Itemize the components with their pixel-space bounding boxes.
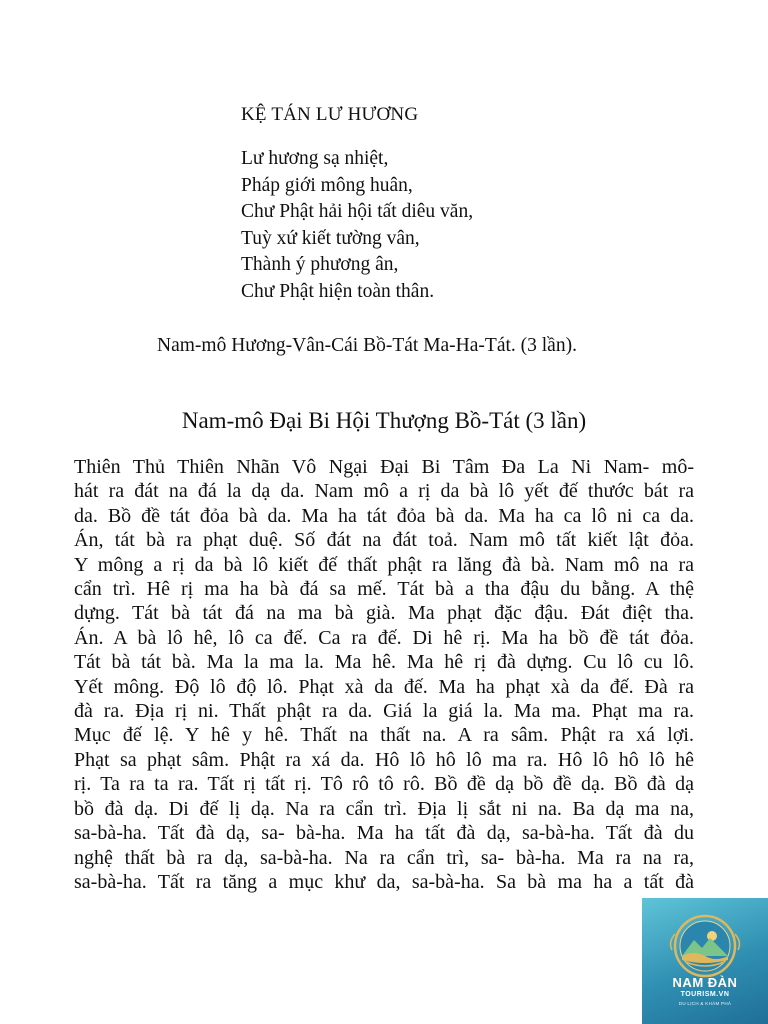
section-title: KỆ TÁN LƯ HƯƠNG bbox=[241, 104, 419, 125]
mantra-line: dựng. Tát bà tát đá na ma bà già. Ma phạt đặc đậu. Đát điệt tha. bbox=[74, 602, 694, 625]
mantra-heading: Nam-mô Đại Bi Hội Thượng Bồ-Tát (3 lần) bbox=[181, 408, 587, 433]
poem-line: Tuỳ xứ kiết tường vân, bbox=[241, 227, 420, 249]
poem-line: Chư Phật hải hội tất diêu văn, bbox=[241, 201, 474, 222]
watermark-domain: TOURISM.VN bbox=[680, 991, 730, 998]
invocation-line: Nam-mô Hương-Vân-Cái Bồ-Tát Ma-Ha-Tát. (3 lần). bbox=[157, 335, 577, 356]
poem-line: Lư hương sạ nhiệt, bbox=[241, 148, 389, 169]
poem-line: Chư Phật hiện toàn thân. bbox=[241, 280, 435, 302]
watermark-tagline: DU LỊCH & KHÁM PHÁ bbox=[678, 1001, 732, 1006]
poem-line: Pháp giới mông huân, bbox=[241, 174, 413, 196]
mantra-line: Tát bà tát bà. Ma la ma la. Ma hê. Ma hê rị đà dựng. Cu lô cu lô. bbox=[74, 651, 694, 674]
mantra-line: Y mông a rị da bà lô kiết đế thất phật ra lăng đà bà. Nam mô na ra bbox=[74, 553, 694, 576]
mantra-line: Yết mông. Độ lô độ lô. Phạt xà da đế. Ma ha phạt xà da đế. Đà ra bbox=[74, 675, 694, 698]
mantra-line: sa-bà-ha. Tất ra tăng a mục khư da, sa-bà-ha. Sa bà ma ha a tất đà bbox=[74, 870, 694, 893]
mantra-line: đà ra. Địa rị ni. Thất phật ra da. Giá la giá la. Ma ma. Phạt ma ra. bbox=[74, 700, 694, 723]
mantra-line: nghệ thất bà ra dạ, sa-bà-ha. Na ra cẩn trì, sa- bà-ha. Ma ra na ra, bbox=[74, 846, 694, 869]
mantra-line: Án. A bà lô hê, lô ca đế. Ca ra đế. Di hê rị. Ma ha bồ đề tát đỏa. bbox=[74, 626, 694, 649]
mantra-line: rị. Ta ra ta ra. Tất rị tất rị. Tô rô tô rô. Bồ đề dạ bồ đề dạ. Bồ đà dạ bbox=[74, 773, 694, 796]
mantra-line: sa-bà-ha. Tất đà dạ, sa- bà-ha. Ma ha tất đà dạ, sa-bà-ha. Tất đà du bbox=[74, 822, 694, 845]
mantra-paragraph bbox=[74, 455, 694, 894]
poem-line: Thành ý phương ân, bbox=[241, 254, 399, 275]
poem-block bbox=[241, 146, 473, 305]
mantra-line: Phạt sa phạt sâm. Phật ra xá da. Hô lô hô lô ma ra. Hô lô hô lô hê bbox=[74, 748, 694, 771]
mantra-line: da. Bồ đề tát đỏa bà da. Ma ha tát đỏa bà da. Ma ha ca lô ni ca da. bbox=[74, 504, 694, 527]
watermark-brand-name: NAM ĐÀN bbox=[672, 975, 738, 990]
mantra-line: Án, tát bà ra phạt duệ. Số đát na đát toả. Nam mô tất kiết lật đỏa. bbox=[74, 529, 694, 552]
mantra-line: Mục đế lệ. Y hê y hê. Thất na thất na. A ra sâm. Phật ra xá lợi. bbox=[74, 724, 694, 747]
mantra-line: Thiên Thủ Thiên Nhãn Vô Ngại Đại Bi Tâm Đa La Ni Nam- mô- bbox=[74, 456, 694, 478]
mantra-line: bồ đà dạ. Di đế lị dạ. Na ra cẩn trì. Địa lị sắt ni na. Ba dạ ma na, bbox=[74, 797, 694, 820]
watermark-logo bbox=[642, 898, 768, 1024]
mantra-line: cẩn trì. Hê rị ma ha bà đá sa mế. Tát bà a tha đậu du bằng. A thệ bbox=[74, 578, 694, 601]
mantra-line: hát ra đát na đá la dạ da. Nam mô a rị da bà lô yết đế thước bát ra bbox=[74, 480, 694, 503]
